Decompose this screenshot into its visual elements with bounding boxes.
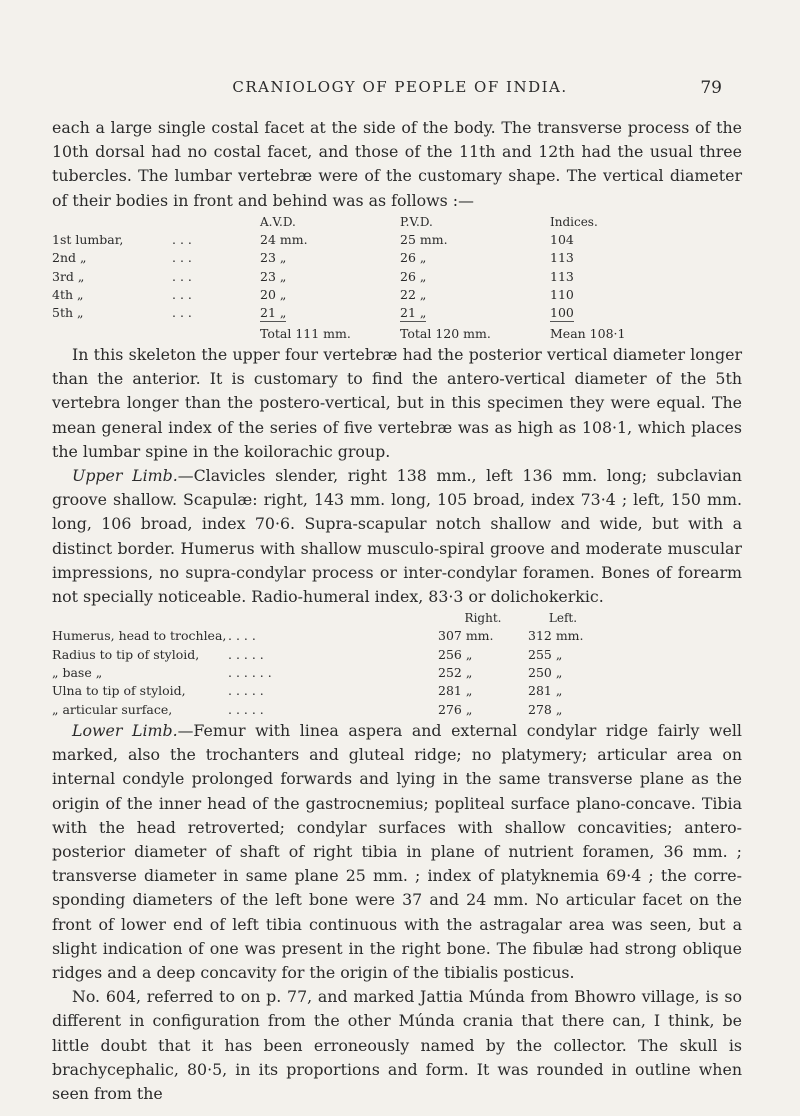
table-row [52, 627, 598, 645]
cell-pvd: 22 „ [400, 287, 427, 302]
cell-right: 252 „ [438, 665, 473, 681]
row-label: „ articular surface, [52, 701, 173, 717]
cell-index: 113 [550, 250, 574, 266]
table-row [52, 682, 598, 700]
page-body [52, 116, 742, 1106]
cell-right: 256 „ [438, 646, 473, 662]
header-pvd: P.V.D. [400, 214, 433, 229]
cell-avd [260, 304, 400, 322]
vertebrae-diameter-table [52, 213, 630, 343]
cell-avd-value: 21 „ [260, 305, 287, 321]
cell-index: 110 [550, 287, 574, 302]
cell-index [550, 304, 630, 322]
row-leader-dots: . . . . . . [228, 665, 272, 681]
cell-pvd: 26 „ [400, 250, 427, 266]
row-leader-dots: . . . [172, 250, 192, 266]
cell-avd: 23 „ [260, 268, 287, 284]
cell-right: 307 mm. [438, 628, 494, 644]
cell-right: 276 „ [438, 701, 473, 717]
cell-left: 250 „ [528, 665, 563, 681]
table-header-row [52, 213, 630, 231]
header-indices: Indices. [550, 214, 598, 229]
table-row [52, 249, 630, 267]
row-label: 5th „ [52, 305, 84, 321]
table-header-row [52, 609, 598, 627]
table-row [52, 664, 598, 682]
table-row [52, 646, 598, 664]
page-header [0, 78, 800, 100]
cell-avd: 20 „ [260, 287, 287, 302]
header-avd: A.V.D. [260, 214, 296, 229]
row-leader-dots: . . . . [228, 628, 256, 644]
row-label: 3rd „ [52, 268, 85, 284]
cell-left: 278 „ [528, 701, 563, 717]
cell-left: 312 mm. [528, 628, 584, 644]
cell-pvd: 26 „ [400, 268, 427, 284]
paragraph-upper-limb [52, 464, 742, 609]
row-leader-dots: . . . . . [228, 701, 264, 717]
cell-index: 113 [550, 268, 574, 284]
row-leader-dots: . . . [172, 287, 192, 302]
row-leader-dots: . . . [172, 232, 192, 248]
row-leader-dots: . . . [172, 268, 192, 284]
table-row [52, 268, 630, 286]
row-label: 2nd „ [52, 250, 87, 266]
cell-right: 281 „ [438, 683, 473, 699]
row-label: 4th „ [52, 287, 84, 302]
row-label: 1st lumbar, [52, 232, 124, 248]
paragraph-lumbar-spine: In this skeleton the upper four vertebræ had the posterior vertical diameter longer than the anterior. It is customary to find the antero-vertical diameter of the 5th vertebra longer than the postero-vertical, but in this specimen they were equal. The mean general index of the series of five vertebræ was as high as 108·1, which places the lumbar spine in the koilorachic group. [52, 344, 742, 461]
page-number: 79 [700, 78, 722, 98]
limb-length-table [52, 609, 598, 719]
row-leader-dots: . . . . . [228, 646, 264, 662]
upper-limb-text: —Clavicles slender, right 138 mm., left 136 mm. long; subclavian groove shallow. Scapulæ: right, 143 mm. long, 105 broad, index 73·4 ; left, 150 mm. long, 106 broad, index 70·6. Supra-scapular notch shallow and wide, but with a distinct border. Humerus with shallow musculo-spiral groove and moderate muscular impressions, no supra-condylar process or inter-condylar foramen. Bones of forearm not specially noticeable. Radio-humeral index, 83·3 or dolichokerkic. [52, 465, 742, 606]
header-left: Left. [548, 611, 578, 626]
row-label: Humerus, head to trochlea, [52, 628, 227, 644]
lower-limb-heading: Lower Limb. [72, 720, 178, 740]
total-avd: Total 111 mm. [260, 325, 351, 341]
cell-avd: 24 mm. [260, 232, 308, 248]
header-right: Right. [464, 611, 502, 626]
paragraph-skull-604: No. 604, referred to on p. 77, and marked Jattia Múnda from Bhowro village, is so different in configuration from the other Múnda crania that there can, I think, be little doubt that it has been erroneously named by the collector. The skull is brachycephalic, 80·5, in its proportions and form. It was rounded in outline when seen from the [52, 987, 742, 1103]
running-head: CRANIOLOGY OF PEOPLE OF INDIA. [232, 78, 568, 96]
cell-left: 281 „ [528, 683, 563, 699]
paragraph-lower-limb [52, 719, 742, 985]
cell-pvd-value: 21 „ [400, 305, 427, 321]
row-label: „ base „ [52, 665, 103, 681]
paragraph-vertebrae-intro: each a large single costal facet at the side of the body. The transverse process of the 10th dorsal had no costal facet, and those of the 11th and 12th had the usual three tubercles. The lumbar vertebræ were of the customary shape. The vertical diameter of their bodies in front and behind was as follows :— [52, 118, 742, 210]
mean-index: Mean 108·1 [550, 325, 626, 341]
cell-pvd [400, 304, 550, 322]
totals-row [52, 323, 630, 343]
cell-pvd: 25 mm. [400, 232, 448, 248]
table-row [52, 286, 630, 304]
cell-index-value: 100 [550, 305, 574, 321]
row-leader-dots: . . . . . [228, 683, 264, 699]
table-row [52, 701, 598, 719]
row-leader-dots: . . . [172, 305, 192, 321]
row-label: Ulna to tip of styloid, [52, 683, 186, 699]
cell-avd: 23 „ [260, 250, 287, 266]
table-row [52, 231, 630, 249]
cell-left: 255 „ [528, 646, 563, 662]
row-label: Radius to tip of styloid, [52, 646, 200, 662]
upper-limb-heading: Upper Limb. [72, 465, 178, 485]
lower-limb-text: —Femur with linea aspera and external condylar ridge fairly well marked, also the trochanters and gluteal ridge; no platymery; articular area on internal condyle prolonged forwards and lying in the same transverse plane as the origin of the inner head of the gastrocnemius; popliteal surface plano-concave. Tibia with the head retroverted; condylar surfaces with shallow concavities; antero-posterior diameter of shaft of right tibia in plane of nutrient foramen, 36 mm. ; transverse diameter in same plane 25 mm. ; index of platyknemia 69·4 ; the corre-sponding diameters of the left bone were 37 and 24 mm. No articular facet on the front of lower end of left tibia continuous with the astragalar area was seen, but a slight indication of one was present in the right bone. The fibulæ had strong oblique ridges and a deep concavity for the origin of the tibialis posticus. [52, 720, 742, 982]
cell-index: 104 [550, 232, 574, 248]
table-row [52, 304, 630, 322]
total-pvd: Total 120 mm. [400, 325, 491, 341]
